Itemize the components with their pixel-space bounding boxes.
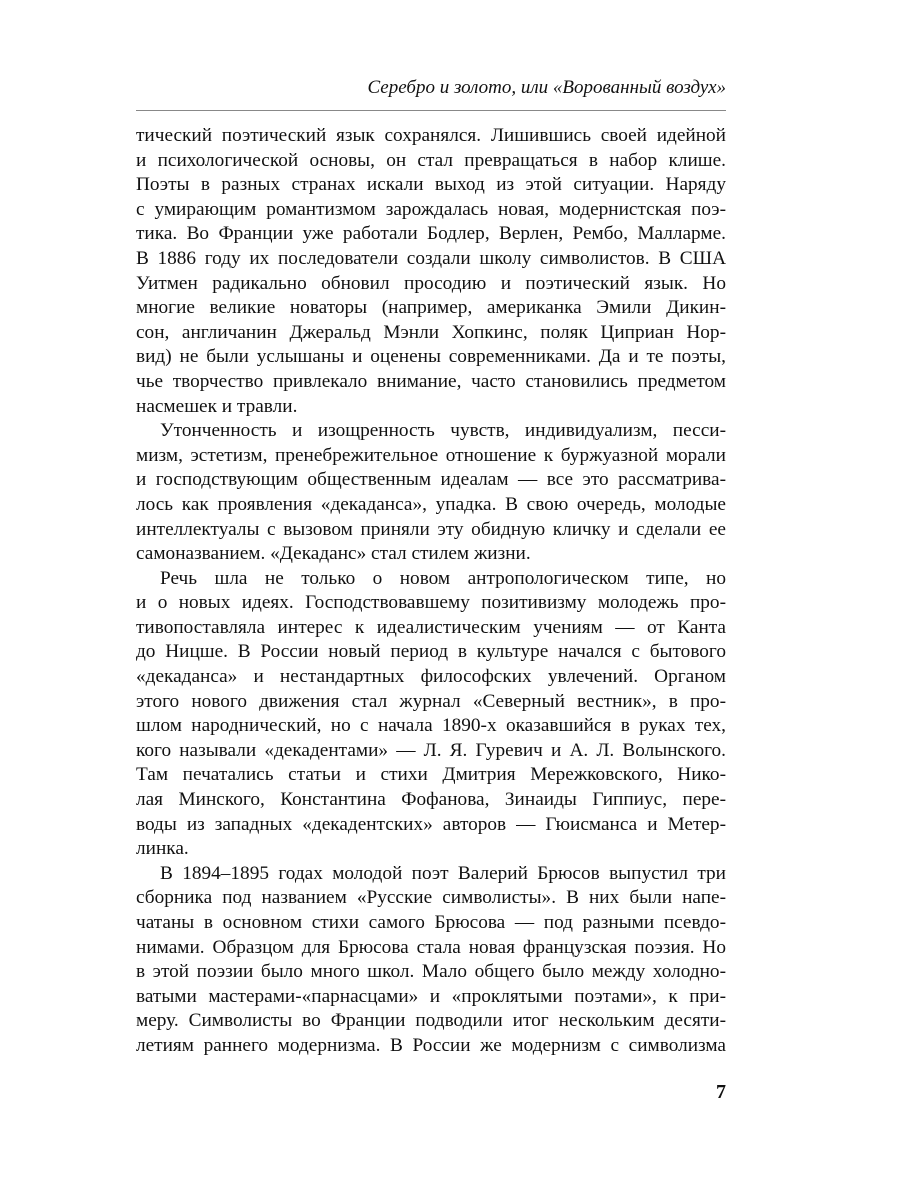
text-line: интеллектуалы с вызовом приняли эту обидную кличку и сделали ее — [136, 518, 726, 540]
text-line: шлом народнический, но с начала 1890-х оказавшийся в руках тех, — [136, 715, 726, 737]
text-line: насмешек и травли. — [136, 395, 298, 417]
text-line: кого называли «декадентами» — Л. Я. Гуревич и А. Л. Волынского. — [136, 739, 726, 761]
text-line: тика. Во Франции уже работали Бодлер, Верлен, Рембо, Малларме. — [136, 223, 726, 245]
header-rule — [136, 110, 726, 111]
text-line: многие великие новаторы (например, американка Эмили Дикин- — [136, 297, 726, 319]
text-line: Уитмен радикально обновил просодию и поэтический язык. Но — [136, 272, 726, 294]
text-line: Утонченность и изощренность чувств, индивидуализм, песси- — [160, 420, 726, 442]
text-line: ватыми мастерами-«парнасцами» и «проклятыми поэтами», к при- — [136, 985, 726, 1007]
text-line: Там печатались статьи и стихи Дмитрия Мережковского, Нико- — [136, 764, 726, 786]
text-line: тический поэтический язык сохранялся. Лишившись своей идейной — [136, 125, 726, 146]
text-line: лось как проявления «декаданса», упадка. В свою очередь, молодые — [136, 493, 726, 515]
text-line: и психологической основы, он стал превращаться в набор клише. — [136, 149, 726, 171]
text-line: мизм, эстетизм, пренебрежительное отношение к буржуазной морали — [136, 444, 726, 466]
text-line: нимами. Образцом для Брюсова стала новая французская поэзия. Но — [136, 936, 726, 958]
text-line: линка. — [136, 838, 189, 860]
text-line: Поэты в разных странах искали выход из этой ситуации. Наряду — [136, 174, 726, 196]
text-line: сон, англичанин Джеральд Мэнли Хопкинс, поляк Циприан Нор- — [136, 321, 726, 343]
text-line: меру. Символисты во Франции подводили итог нескольким десяти- — [136, 1010, 726, 1032]
text-line: чатаны в основном стихи самого Брюсова — под разными псевдо- — [136, 912, 726, 933]
text-line: В 1894–1895 годах молодой поэт Валерий Брюсов выпустил три — [160, 862, 726, 884]
text-line: чье творчество привлекало внимание, часто становились предметом — [136, 370, 726, 392]
text-line: вид) не были услышаны и оценены современниками. Да и те поэты, — [136, 346, 726, 368]
text-line: тивопоставляла интерес к идеалистическим учениям — от Канта — [136, 616, 726, 638]
text-line: летиям раннего модернизма. В России же модернизм с символизма — [136, 1034, 726, 1056]
text-line: воды из западных «декадентских» авторов — Гюисманса и Метер- — [136, 813, 726, 835]
text-line: этого нового движения стал журнал «Северный вестник», в про- — [136, 690, 726, 712]
text-line: с умирающим романтизмом зарождалась новая, модернистская поэ- — [136, 198, 726, 220]
text-line: и господствующим общественным идеалам — все это рассматрива- — [136, 469, 726, 491]
body-text — [136, 124, 726, 1059]
page-number: 7 — [716, 1081, 726, 1103]
text-line: самоназванием. «Декаданс» стал стилем жизни. — [136, 543, 531, 565]
running-header: Серебро и золото, или «Ворованный воздух» — [367, 77, 726, 98]
text-line: лая Минского, Константина Фофанова, Зинаиды Гиппиус, пере- — [136, 789, 726, 811]
text-line: сборника под названием «Русские символисты». В них были напе- — [136, 887, 726, 909]
text-line: в этой поэзии было много школ. Мало общего было между холодно- — [136, 961, 726, 983]
text-line: и о новых идеях. Господствовавшему позитивизму молодежь про- — [136, 592, 726, 614]
text-line: Речь шла не только о новом антропологическом типе, но — [160, 567, 726, 589]
text-line: В 1886 году их последователи создали школу символистов. В США — [136, 247, 726, 269]
text-line: до Ницше. В России новый период в культуре начался с бытового — [136, 641, 726, 663]
text-line: «декаданса» и нестандартных философских увлечений. Органом — [136, 666, 726, 688]
